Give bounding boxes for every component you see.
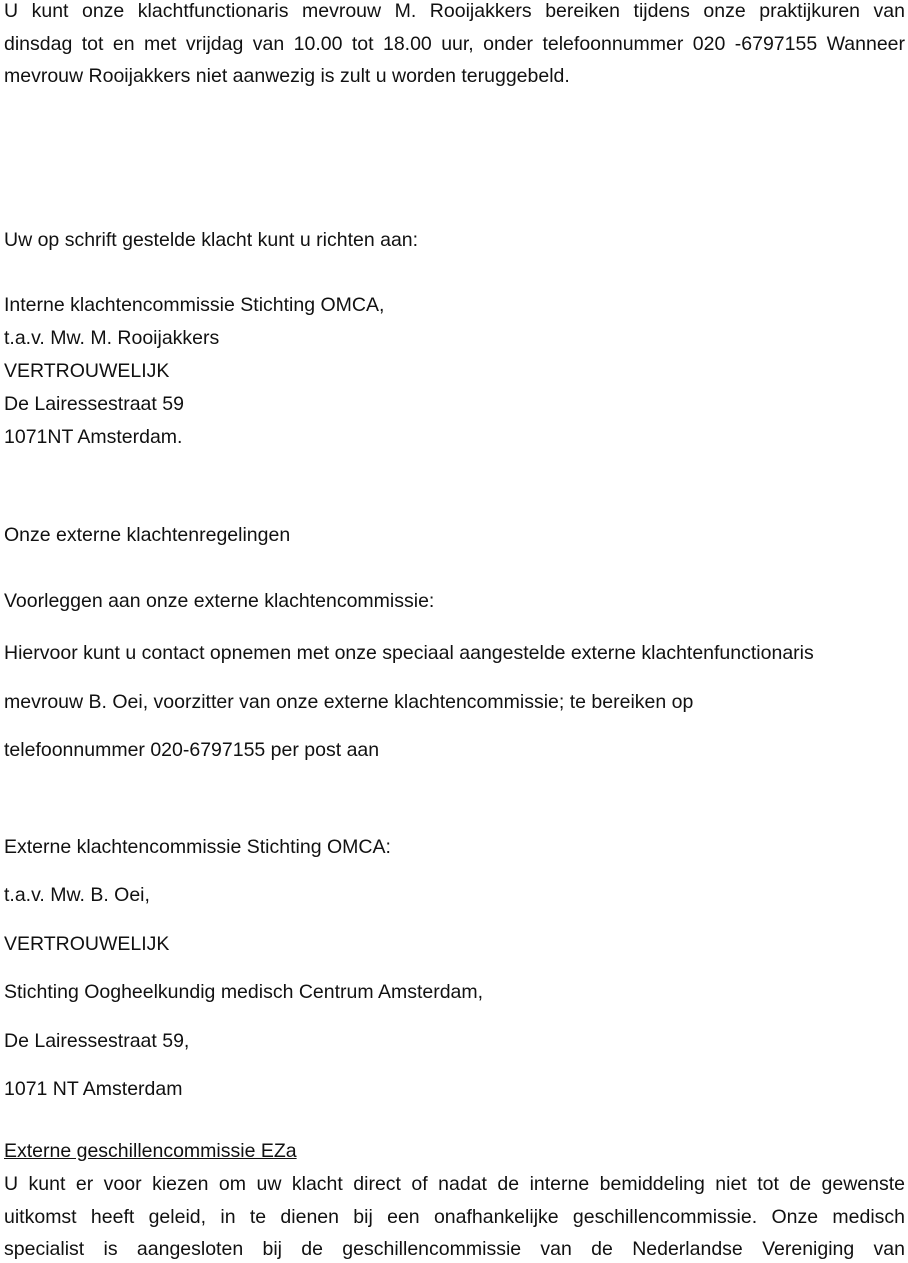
internal-address-line-2: t.a.v. Mw. M. Rooijakkers xyxy=(4,327,220,349)
external-contact-line-1: Hiervoor kunt u contact opnemen met onze speciaal aangestelde externe klachtenfunctionaris xyxy=(4,642,814,664)
external-address-line-4: Stichting Oogheelkundig medisch Centrum Amsterdam, xyxy=(4,981,484,1003)
external-address-line-5: De Lairessestraat 59, xyxy=(4,1030,190,1052)
geschillen-line-2: uitkomst heeft geleid, in te dienen bij een onafhankelijke geschillencommissie. Onze medisch xyxy=(4,1206,905,1228)
intro-line-1: U kunt onze klachtfunctionaris mevrouw M. Rooijakkers bereiken tijdens onze praktijkuren van xyxy=(4,0,905,22)
written-complaint-intro: Uw op schrift gestelde klacht kunt u richten aan: xyxy=(4,229,419,251)
intro-line-2: dinsdag tot en met vrijdag van 10.00 tot 18.00 uur, onder telefoonnummer 020 -6797155 Wanneer xyxy=(4,33,905,55)
internal-address-line-3: VERTROUWELIJK xyxy=(4,360,170,382)
external-contact-line-2: mevrouw B. Oei, voorzitter van onze externe klachtencommissie; te bereiken op xyxy=(4,691,694,713)
internal-address-line-4: De Lairessestraat 59 xyxy=(4,393,184,415)
geschillen-heading: Externe geschillencommissie EZa xyxy=(4,1140,297,1162)
internal-address-line-1: Interne klachtencommissie Stichting OMCA, xyxy=(4,294,385,316)
internal-address-line-5: 1071NT Amsterdam. xyxy=(4,426,183,448)
external-address-line-1: Externe klachtencommissie Stichting OMCA: xyxy=(4,836,391,858)
geschillen-line-1: U kunt er voor kiezen om uw klacht direct of nadat de interne bemiddeling niet tot de gewenste xyxy=(4,1173,905,1195)
external-submit-label: Voorleggen aan onze externe klachtencommissie: xyxy=(4,590,435,612)
external-contact-line-3: telefoonnummer 020-6797155 per post aan xyxy=(4,739,380,761)
external-heading: Onze externe klachtenregelingen xyxy=(4,524,291,546)
external-address-line-2: t.a.v. Mw. B. Oei, xyxy=(4,884,150,906)
intro-line-3: mevrouw Rooijakkers niet aanwezig is zult u worden teruggebeld. xyxy=(4,65,570,87)
geschillen-line-3: specialist is aangesloten bij de geschillencommissie van de Nederlandse Vereniging van xyxy=(4,1238,905,1260)
external-address-line-6: 1071 NT Amsterdam xyxy=(4,1078,183,1100)
external-address-line-3: VERTROUWELIJK xyxy=(4,933,170,955)
